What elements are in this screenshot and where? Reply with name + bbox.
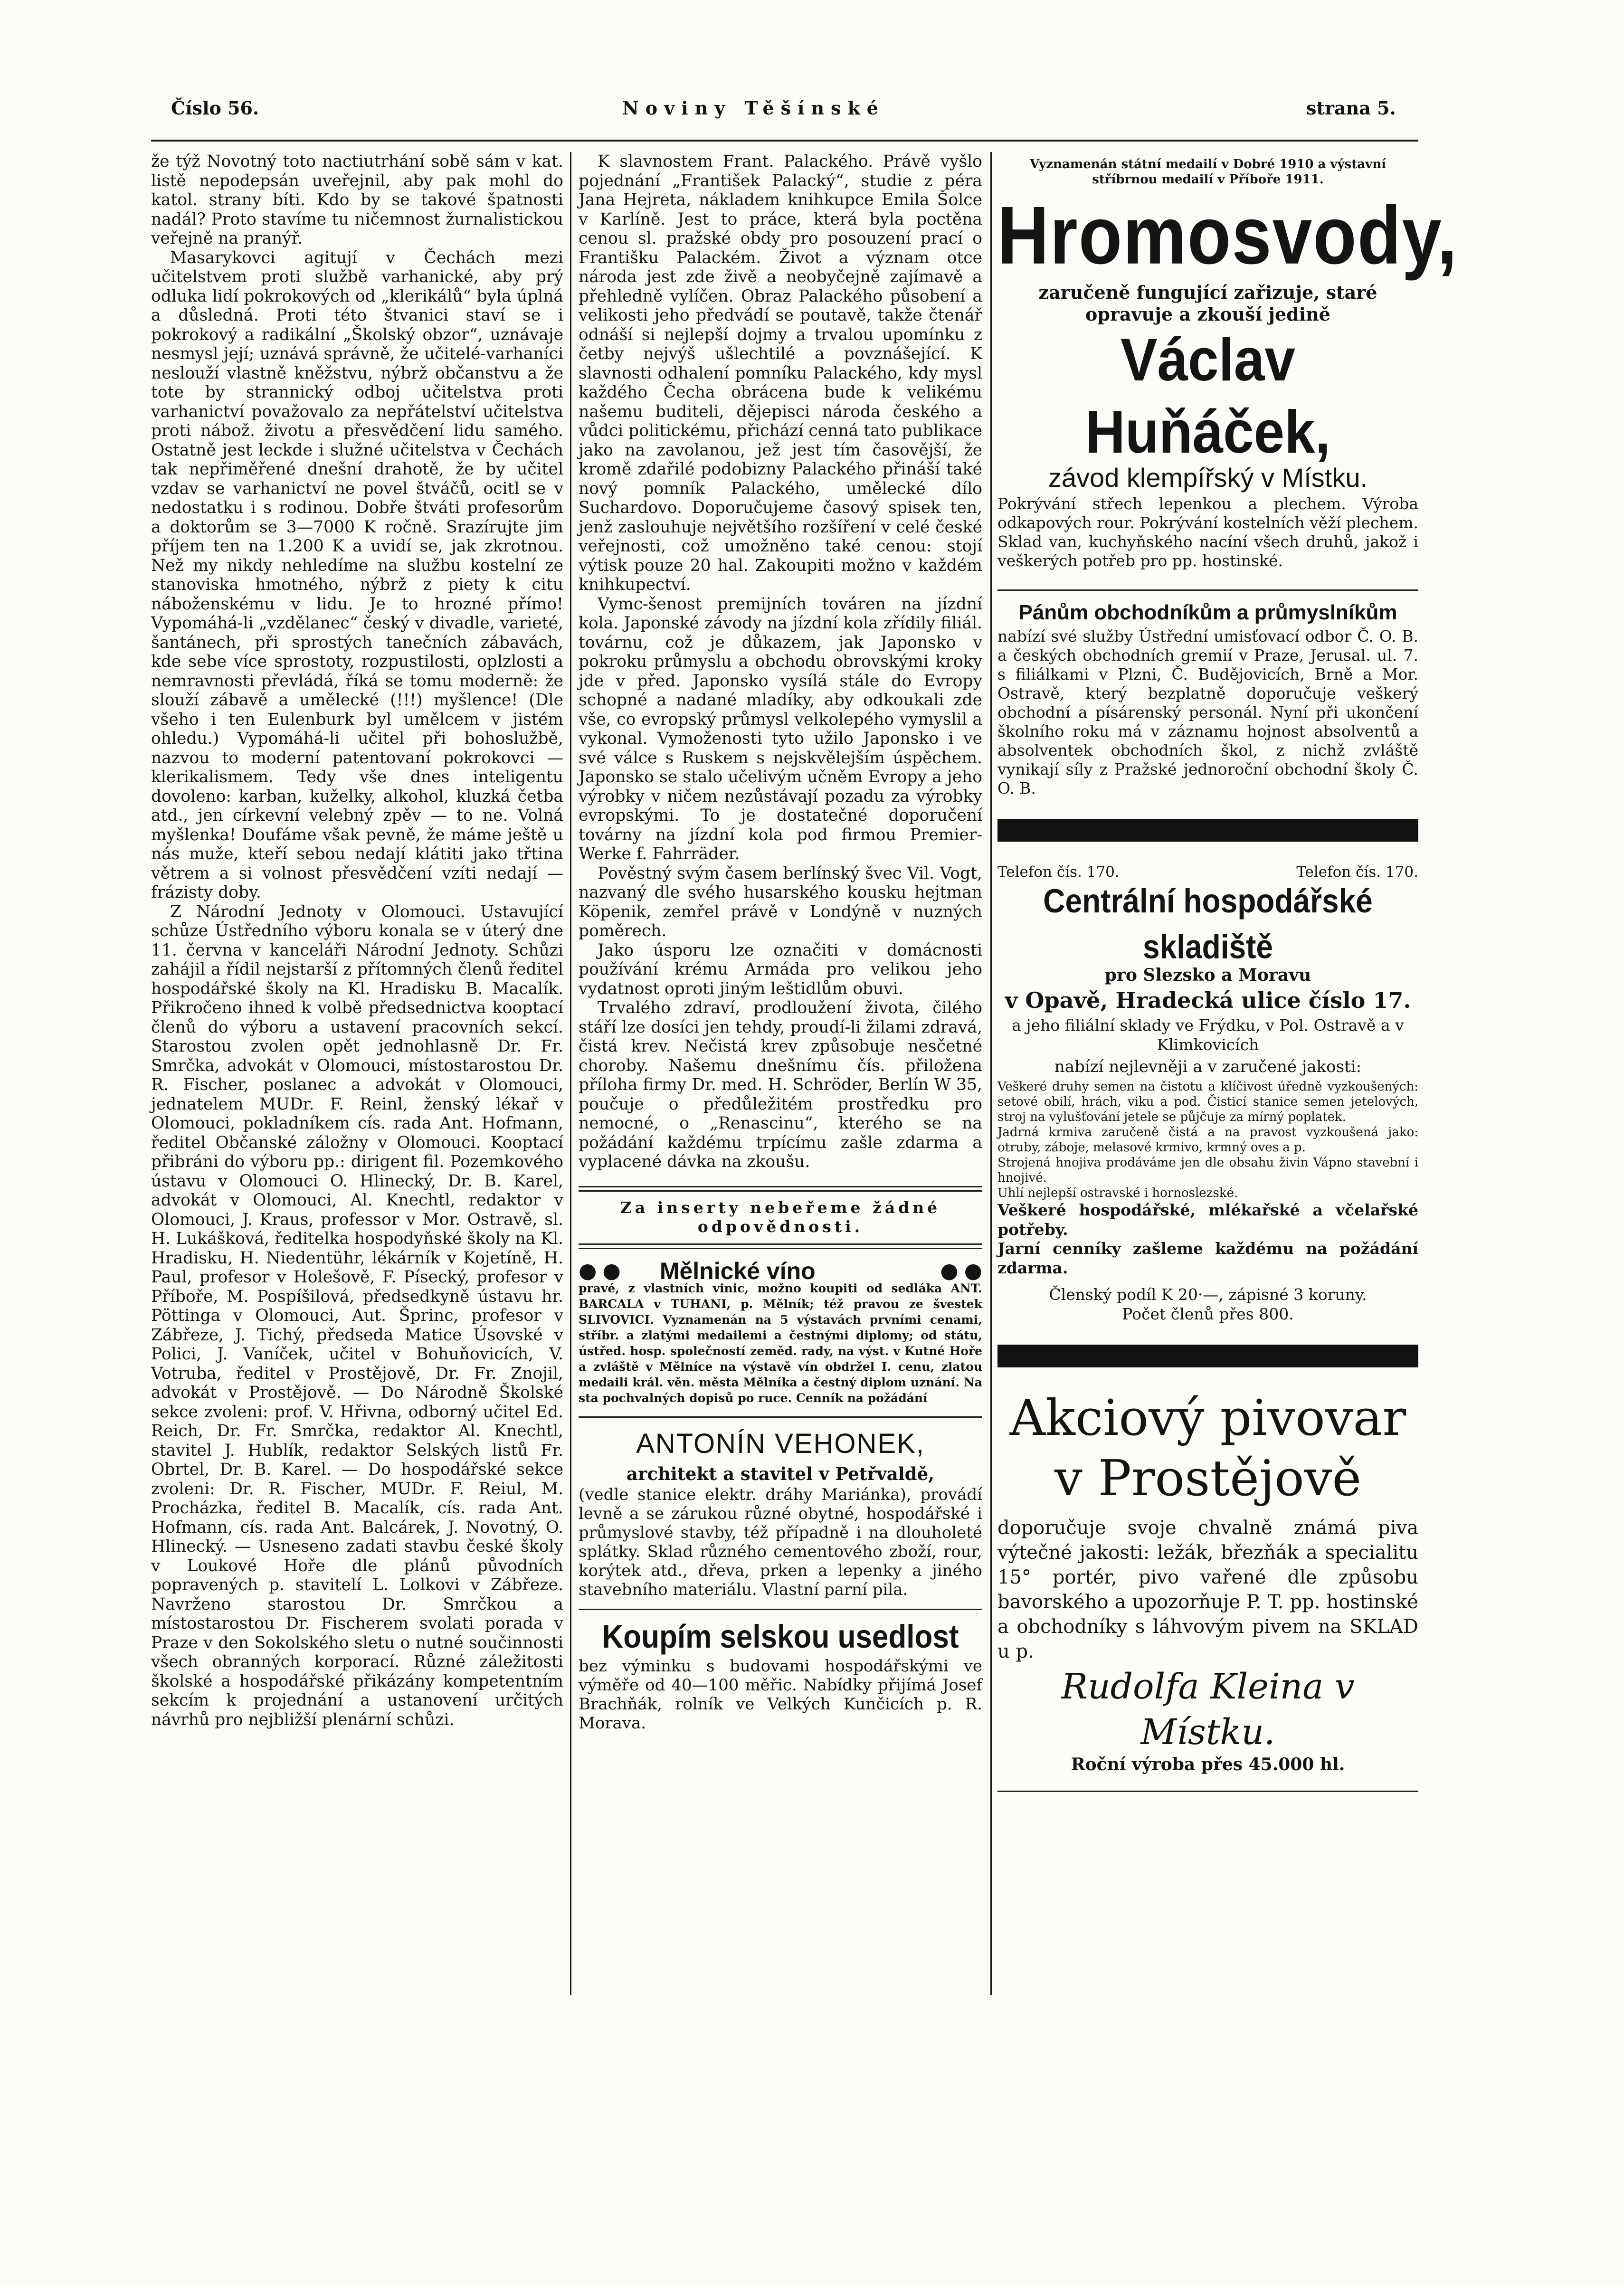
ad-koupim	[579, 1618, 982, 1733]
article-palacky: K slavnostem Frant. Palackého. Právě vyšlo pojednání „František Palacký“, studie z péra Jana Hejreta, nákladem knihkupce Emila Šolce v Karlíně. Jest to práce, která byla poctěna cenou sl. pražské obdy pro posouzení prací o Františku Palackém. Život a význam otce národa jest zde živě a neobyčejně zajímavě a přehledně vylíčen. Obraz Palackého působení a velikosti jeho předvádí se poutavě, takže čtenář odnáší si nejlepší dojmy a trvalou upomínku z četby nejvýš ušlechtilé a povznášející. K slavnosti odhalení pomníku Palackého, kdy mysl každého Čecha obrácena bude k velikému našemu buditeli, dějepisci národa českého a vůdci politickému, přichází cenná tato publikace jako na zavolanou, jež jest tím časovější, že kromě zdařilé podobizny Palackého přináší také nový pomník Palackého, umělecké dílo Suchardovo. Doporučujeme časový spisek ten, jenž zaslouhuje největšího rozšíření v celé české veřejnosti, což umožněno také cenou: stojí výtisk pouze 20 hal. Zakoupiti možno v každém knihkupectví.	[579, 152, 982, 594]
tel-left: Telefon čís. 170.	[997, 863, 1120, 881]
dot-icon: ●	[602, 1258, 621, 1283]
hromo-firm: závod klempířský v Místku.	[1048, 463, 1368, 493]
article-japonsko: Vymc-šenost premijních továren na jízdní kola. Japonské závody na jízdní kola zřídily filiál. továrnu, což je důkazem, jak Japonsko v pokroku průmyslu a obchodu obrovskými kroky jde v před. Japonsko vysílá stále do Evropy schopné a nadané mladíky, aby odkoukali zde vše, co evropský průmysl velkolepého vymyslil a vykonal. Vymoženosti tyto užilo Japonsko i ve své válce s Ruskem s nejskvělejším úspěchem. Japonsko se stalo učelivým učněm Evropy a jeho výrobky v ničem nezůstávají pozadu za výrobky evropskými. To je dostatečné doporučení továrny na jízdní kola pod firmou Premier-Werke f. Fahrräder.	[579, 594, 982, 863]
article-vogt: Pověstný svým časem berlínský švec Vil. Vogt, nazvaný dle svého husarského kousku hejtman Köpenik, zemřel právě v Londýně v nuzných poměrech.	[579, 863, 982, 940]
panum-title: Pánům obchodníkům a průmyslníkům	[1018, 601, 1397, 624]
column-right	[997, 157, 1458, 1800]
ad-panum	[997, 598, 1418, 798]
sklad-clen: Členský podíl K 20·—, zápisné 3 koruny.	[1049, 1285, 1367, 1304]
sklad-cen: Jarní cenníky zašleme každému na požádání zdarma.	[997, 1239, 1418, 1277]
column-rule-2	[990, 152, 992, 1995]
sklad-item-1: Veškeré druhy semen na čistotu a klíčivost úředně vyzkoušených: setové obilí, hrách, viku a pod. Čisticí stanice semen jetelových, stroj na vylušťování jetele se půjčuje za mírný poplatek.	[997, 1080, 1418, 1124]
separator	[579, 1186, 982, 1192]
article-zdravi: Trvalého zdraví, prodloužení života, čilého stáří lze dosíci jen tehdy, proudí-li žilami zdravá, čistá krev. Nečistá krev způsobuje nesčetné choroby. Našemu dnešnímu čís. přiložena příloha firmy Dr. med. H. Schröder, Berlín W 35, poučuje o předůležitém prostředku pro nemocné, o „Renascinu“, kterého se na požádání každému trpícímu zašle zdarma a vyplacené dávka na zkoušu.	[579, 998, 982, 1171]
sklad-item-4: Uhlí nejlepší ostravské i hornoslezské.	[997, 1186, 1238, 1200]
article-masarykovci: Masarykovci agitují v Čechách mezi učitelstvem proti službě varhanické, aby prý odluka lidí pokrokových od „klerikálů“ byla úplná a důsledná. Proti této štvanici staví se i pokrokový a radikální „Školský obzor“, uznávaje nesmysl její; uznává správně, že učitelé-varhaníci neslouží vlastně kněžstvu, nýbrž občanstvu a že tote by strannický odboj učitelstva proti varhanictví považovalo za nepřátelství učitelstva proti nábož. životu a přesvědčení lidu samého. Ostatně jest leckde i služné učitelstva v Čechách tak nepřiměřené dnešní drahotě, že by učitel vzdav se varhanictví ne povel štváčů, ocitl se v nedostatku i s rodinou. Dobře štváti profesorům a doktorům se 3—7000 K ročně. Srazírujte jim příjem ten na 1.200 K a uvidí se, jak zkrotnou. Než my nikdy nehledíme na službu kostelní ze stanoviska hmotného, nýbrž z piety k citu náboženskému v lidu. Je to hrozné přímo! Vypomáhá-li „vzdělanec“ český v divadle, varieté, šantánech, při sprostých tanečních zábavách, kde sebe více sprostoty, rozpustilosti, oplzlosti a nemravnosti převládá, říká se tomu moderně: že slouží zábavě a umělecké (!!!) myšlence! (Dle všeho i ten Eulenburk byl umělcem v jistém ohledu.) Vypomáhá-li učitel při bohoslužbě, nazvou to moderní patentovaní pokrokovci — klerikalismem. Tedy vše dnes inteligentu dovoleno: karban, kuželky, alkohol, kluzká četba atd., jen církevní velebný zpěv — to ne. Volná myšlenka! Doufáme však pevně, že máme ještě u nás muže, kteří sebou nedají klátiti jako třtina větrem a si volnost přesvědčení vzíti nedají — frázisty doby.	[151, 248, 563, 902]
article-novotny: že týž Novotný toto nactiutrhání sobě sám v kat. listě nepodepsán uveřejnil, aby pak mohl do katol. strany bíti. Kdo by se takové špatnosti nadál? Proto stavíme tu ničemnost žurnalistickou veřejně na pranýř.	[151, 152, 563, 248]
black-bar	[997, 819, 1418, 842]
sklad-city: v Opavě, Hradecká ulice číslo 17.	[1005, 987, 1411, 1013]
ad-vehonek	[579, 1425, 982, 1599]
hromo-sub2: opravuje a zkouší jedině	[1085, 304, 1330, 325]
separator	[579, 1609, 982, 1610]
article-armada: Jako úsporu lze označiti v domácnosti používání krému Armáda pro velikou jeho vydatnost oproti jiným leštidlům obuvi.	[579, 940, 982, 998]
pivovar-name: Rudolfa Kleina v Místku.	[1061, 1666, 1355, 1753]
dot-icon: ●	[940, 1258, 959, 1283]
issue-number: Číslo 56.	[171, 97, 259, 119]
hromo-award: Vyznamenán státní medailí v Dobré 1910 a výstavní stříbrnou medailí v Příboře 1911.	[1029, 157, 1387, 187]
sklad-offer: nabízí nejlevněji a v zaručené jakosti:	[1054, 1057, 1362, 1076]
wine-title: Mělnické víno	[659, 1257, 816, 1284]
sklad-item-3: Strojená hnojiva prodáváme jen dle obsahu živin Vápno stavební i hnojivé.	[997, 1156, 1418, 1185]
separator	[997, 1791, 1418, 1792]
vehonek-line: architekt a stavitel v Petřvaldě,	[626, 1463, 935, 1484]
hromo-name: Václav Huňáček,	[1085, 325, 1330, 466]
koupim-title: Koupím selskou usedlost	[602, 1619, 959, 1655]
dot-icon: ●	[964, 1258, 982, 1283]
separator	[579, 1416, 982, 1418]
column-left	[151, 152, 563, 1729]
wine-text: pravé, z vlastních vinic, možno koupiti od sedláka ANT. BARCALA v TUHANI, p. Mělník; též pravou ze švestek SLIVOVICI. Vyznamenán na 5 výstavách prvními cenami, stříbr. a zlatými medailemi a čestnými diplomy; od státu, ústřed. hosp. společností zeměd. rady, na výst. v Kutné Hoře a zvláště v Mělníce na výstavě vín obdržel I. cenu, zlatou medaili král. věn. města Mělníka a čestný diplom uznání. Na sta pochvalných dopisů po ruce. Cenník na požádání	[579, 1281, 982, 1405]
pivovar-title1: Akciový pivovar	[1009, 1389, 1406, 1447]
page-number: strana 5.	[1306, 97, 1396, 119]
hromo-text: Pokrývání střech lepenkou a plechem. Výroba odkapových rour. Pokrývání kostelních věží plechem. Sklad van, kuchyňského nacíní všech druhů, jakož i veškerých potřeb pro pp. hostinské.	[997, 494, 1418, 570]
sklad-sub: pro Slezsko a Moravu	[1104, 965, 1311, 985]
page-header	[0, 97, 1624, 135]
ad-melnicke-vino	[579, 1257, 982, 1406]
dot-icon: ●	[579, 1258, 597, 1283]
separator	[997, 589, 1418, 591]
pivovar-title2: v Prostějově	[1054, 1449, 1361, 1507]
sklad-item-2: Jadrná krmiva zaručeně čistá a na pravost vyzkoušená jako: otruby, záboje, melasové krmivo, krmný oves a p.	[997, 1125, 1418, 1155]
hromo-title: Hromosvody,	[997, 189, 1458, 281]
disclaimer: Za inserty nebeřeme žádné odpovědnosti.	[620, 1198, 941, 1236]
separator	[579, 1243, 982, 1249]
pivovar-text: doporučuje svoje chvalně známá piva výtečné jakosti: ležák, březňák a specialitu 15° portér, pivo vařené dle způsobu bavorského a upozorňuje P. T. pp. hostinské a obchodníky s láhvovým pivem na SKLAD u p.	[997, 1517, 1418, 1662]
ad-hromosvody	[997, 157, 1458, 570]
pivovar-vyroba: Roční výroba přes 45.000 hl.	[1071, 1755, 1345, 1774]
vehonek-name: ANTONÍN VEHONEK,	[636, 1428, 925, 1459]
tel-right: Telefon čís. 170.	[1296, 863, 1418, 881]
vehonek-text: (vedle stanice elektr. dráhy Mariánka), provádí levně a se zárukou různé obytné, hospodářské i průmyslové stavby, též případně i na dlouholeté splátky. Sklad různého cementového zboží, rour, korýtek atd., dřeva, prken a lepenky a jiného stavebního materiálu. Vlastní parní pila.	[579, 1485, 982, 1599]
newspaper-title: Noviny Těšínské	[622, 97, 885, 119]
hromo-sub1: zaručeně fungující zařizuje, staré	[1038, 282, 1377, 303]
sklad-title: Centrální hospodářské skladiště	[1043, 882, 1373, 966]
ad-pivovar	[997, 1388, 1418, 1774]
black-bar	[997, 1345, 1418, 1367]
ad-skladiste	[997, 863, 1418, 1324]
column-middle	[579, 152, 982, 1733]
sklad-filial: a jeho filiální sklady ve Frýdku, v Pol. Ostravě a v Klimkovicích	[1012, 1016, 1404, 1054]
column-rule-1	[570, 152, 571, 1995]
panum-text: nabízí své služby Ústřední umisťovací odbor Č. O. B. a českých obchodních gremií v Praze, Jerusal. ul. 7. s filiálkami v Plzni, Č. Budějovicích, Brně a Mor. Ostravě, který bezplatně doporučuje veškerý obchodní a písárenský personál. Nyní při ukončení školního roku má v záznamu hojnost absolventů a absolventek obchodních škol, z nichž zvláště vynikají síly z Pražské jednoroční obchodní školy Č. O. B.	[997, 627, 1418, 797]
sklad-pocet: Počet členů přes 800.	[1122, 1304, 1294, 1323]
article-narodni-jednota: Z Národní Jednoty v Olomouci. Ustavující schůze Ústředního výboru konala se v úterý dne 11. června v kanceláři Národní Jednoty. Schůzi zahájil a řídil nejstarší z přítomných členů ředitel hospodářské školy na Kl. Hradisku B. Macalík. Přikročeno ihned k volbě předsednictva kooptací členů do výboru a ustavení pracovních sekcí. Starostou zvolen opět jednohlasně Dr. Fr. Smrčka, advokát v Olomouci, místostarostou Dr. R. Fischer, poslanec a advokát v Olomouci, jednatelem MUDr. F. Reinl, ženský lékař v Olomouci, pokladníkem cís. rada Ant. Hofmann, ředitel Občanské záložny v Olomouci. Kooptací přibráni do výboru pp.: dirigent fil. Pozemkového ústavu v Olomouci O. Hlinecký, Dr. B. Karel, advokát v Olomouci, Al. Knechtl, redaktor v Olomouci, J. Kraus, professor v Mor. Ostravě, sl. H. Lukášková, ředitelka hospodyňské školy na Kl. Hradisku, H. Niedentühr, lékárník v Kojetíně, H. Paul, profesor v Holešově, F. Písecký, profesor v Příboře, M. Pospíšilová, předsedkyně ústavu hr. Pöttinga v Olomouci, Aut. Šprinc, profesor v Zábřeze, J. Tichý, předseda Matice Úsovské v Polici, J. Vaníček, učitel v Bohuňovicích, V. Votruba, ředitel v Prostějově, Dr. Fr. Znojil, advokát v Prostějově. — Do Národně Školské sekce zvoleni: prof. V. Hřivna, odborný učitel Ed. Reich, Dr. Fr. Smrčka, redaktor Al. Knechtl, stavitel J. Hublík, redaktor Selských listů Fr. Obrtel, Dr. B. Karel. — Do hospodářské sekce zvoleni: Dr. R. Fischer, MUDr. F. Reiul, M. Procházka, ředitel B. Macalík, cís. rada Ant. Hofmann, cís. rada Ant. Balcárek, J. Novotný, O. Hlinecký. — Usneseno zadati stavbu české školy v Loukové Hoře dle plánů původních popravených p. stavitelí L. Lolkovi v Zábřeze. Navrženo starostou Dr. Smrčkou a místostarostou Dr. Fischerem svolati porada v Praze v den Sokolského sletu o nutné součinnosti všech obranných korporací. Různé záležitosti školské a hospodářské přikázány kompetentním sekcím k projednání a ustanovení určitých návrhů pro nejbližší plenární schůzi.	[151, 902, 563, 1729]
sklad-pot: Veškeré hospodářské, mlékařské a včelařské potřeby.	[997, 1201, 1418, 1239]
koupim-text: bez výminku s budovami hospodářskými ve výměře od 40—100 měřic. Nabídky přijímá Josef Brachňák, rolník ve Velkých Kunčicích p. R. Morava.	[579, 1657, 982, 1733]
header-rule	[151, 140, 1418, 142]
